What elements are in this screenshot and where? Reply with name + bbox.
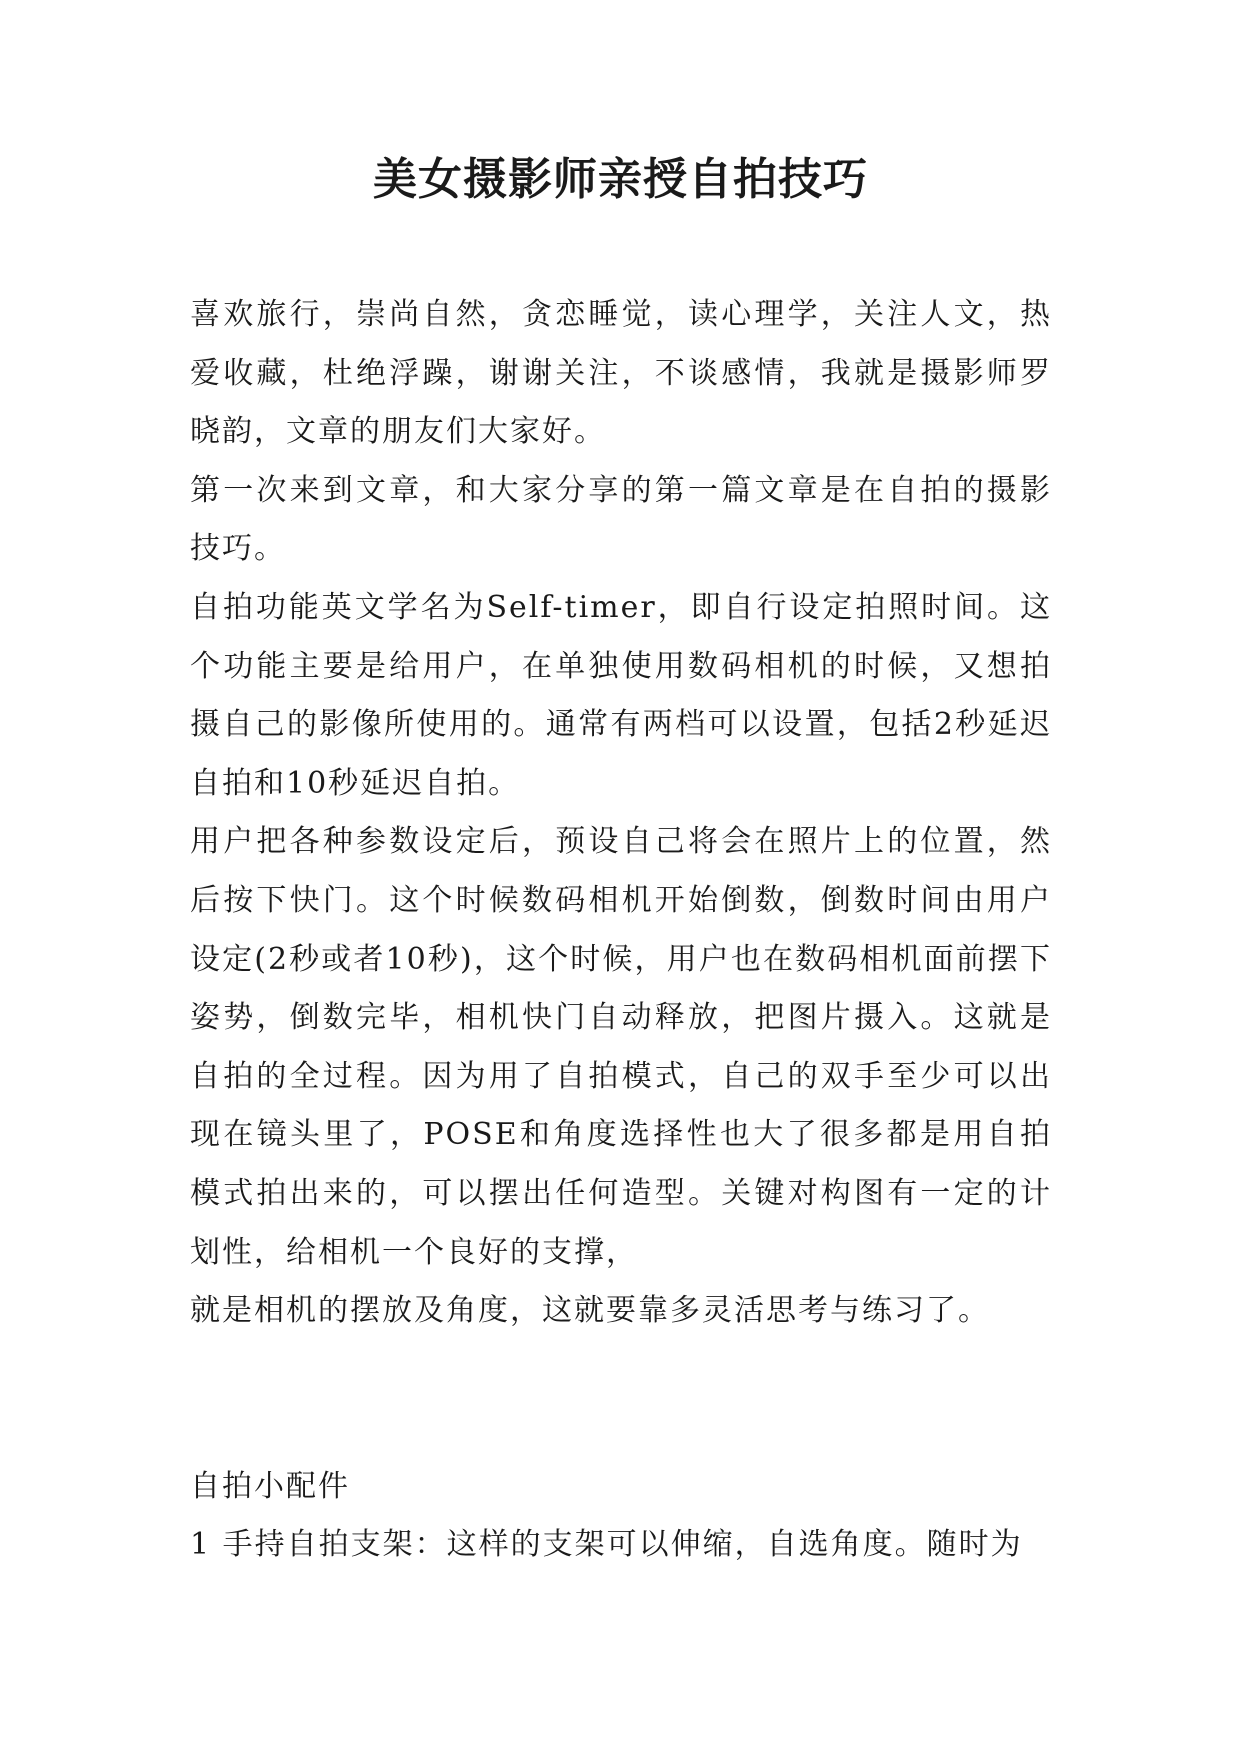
- self-timer-process-paragraph: 用户把各种参数设定后，预设自己将会在照片上的位置，然后按下快门。这个时候数码相机开始倒数，倒数时间由用户设定(2秒或者10秒)，这个时候，用户也在数码相机面前摆下姿势，倒数完毕，相机快门自动释放，把图片摄入。这就是自拍的全过程。因为用了自拍模式，自己的双手至少可以出现在镜头里了，POSE和角度选择性也大了很多都是用自拍模式拍出来的，可以摆出任何造型。关键对构图有一定的计划性，给相机一个良好的支撑，: [190, 824, 1052, 1270]
- section-spacer: [190, 1341, 1052, 1458]
- document-title: 美女摄影师亲授自拍技巧: [373, 154, 868, 205]
- first-article-paragraph: 第一次来到文章，和大家分享的第一篇文章是在自拍的摄影技巧。: [190, 472, 1052, 567]
- list-item-handheld-stick: 1 手持自拍支架：这样的支架可以伸缩，自选角度。随时为: [190, 1527, 1023, 1563]
- intro-paragraph: 喜欢旅行，崇尚自然，贪恋睡觉，读心理学，关注人文，热爱收藏，杜绝浮躁，谢谢关注，不谈感情，我就是摄影师罗晓韵，文章的朋友们大家好。: [190, 297, 1052, 450]
- section-heading: 自拍小配件: [190, 1468, 350, 1504]
- self-timer-definition-paragraph: 自拍功能英文学名为Self-timer，即自行设定拍照时间。这个功能主要是给用户，在单独使用数码相机的时候，又想拍摄自己的影像所使用的。通常有两档可以设置，包括2秒延迟自拍和10秒延迟自拍。: [190, 589, 1052, 801]
- camera-placement-paragraph: 就是相机的摆放及角度，这就要靠多灵活思考与练习了。: [190, 1293, 990, 1329]
- document-body: [190, 286, 1052, 1575]
